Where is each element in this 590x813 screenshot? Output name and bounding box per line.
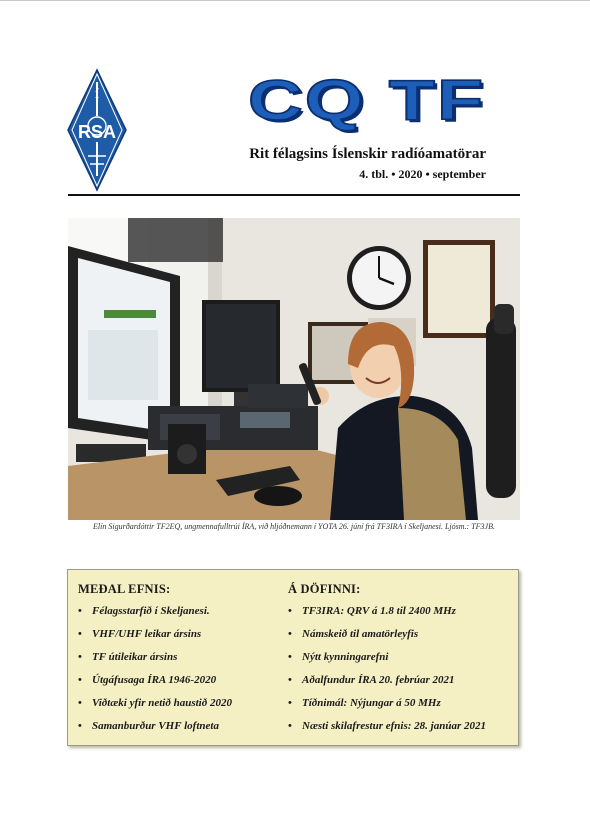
issue-number: 4. tbl. (359, 167, 389, 181)
cover-photo (68, 218, 520, 520)
contents-right-list (288, 605, 518, 743)
list-item: • Tíðnimál: Nýjungar á 50 MHz (288, 697, 441, 709)
list-item: • Samanburður VHF loftneta (78, 720, 219, 732)
photo-caption: Elín Sigurðardóttir TF2EQ, ungmennafulltrúi ÍRA, við hljóðnemann í YOTA 26. júní frá TF3IRA í Skeljanesi. Ljósm.: TF3JB. (93, 522, 495, 531)
bullet-icon: • (78, 720, 82, 732)
bullet-icon: • (78, 651, 82, 663)
bullet-icon: • (288, 651, 292, 663)
bullet-icon: • (288, 720, 292, 732)
list-item: • Aðalfundur ÍRA 20. febrúar 2021 (288, 674, 455, 686)
bullet-icon: • (78, 605, 82, 617)
bullet-icon: • (288, 605, 292, 617)
bullet-icon: • (78, 674, 82, 686)
list-item: • Námskeið til amatörleyfis (288, 628, 419, 640)
svg-text:í: í (95, 87, 99, 102)
contents-right-column (288, 582, 518, 743)
contents-left-heading: MEÐAL EFNIS: (78, 582, 171, 596)
bullet-icon: • (288, 697, 292, 709)
contents-right-heading: Á DÖFINNI: (288, 582, 361, 596)
issue-year: 2020 (398, 167, 423, 181)
list-item: • VHF/UHF leikar ársins (78, 628, 202, 640)
bullet-separator: • (391, 167, 396, 181)
contents-left-column (78, 582, 278, 743)
ira-logo (66, 68, 128, 192)
bullet-icon: • (288, 674, 292, 686)
bullet-icon: • (288, 628, 292, 640)
masthead-logo (248, 66, 490, 136)
list-item: • Útgáfusaga ÍRA 1946-2020 (78, 674, 217, 686)
issue-month: september (432, 167, 486, 181)
contents-left-list (78, 605, 278, 743)
list-item: • TF3IRA: QRV á 1.8 til 2400 MHz (288, 605, 456, 617)
contents-box (67, 569, 519, 746)
masthead-title: CQ TF (248, 69, 486, 133)
header-rule (68, 194, 520, 196)
issue-line (359, 167, 486, 182)
list-item: • Viðtæki yfir netið haustið 2020 (78, 697, 232, 709)
top-border (0, 0, 590, 1)
bullet-icon: • (78, 697, 82, 709)
bullet-separator: • (425, 167, 430, 181)
bullet-icon: • (78, 628, 82, 640)
list-item: • Næsti skilafrestur efnis: 28. janúar 2021 (288, 720, 486, 732)
logo-lettering: RSA (77, 122, 117, 142)
publication-subtitle: Rit félagsins Íslenskir radíóamatörar (249, 146, 486, 162)
list-item: • TF útileikar ársins (78, 651, 178, 663)
list-item: • Félagsstarfið í Skeljanesi. (78, 605, 210, 617)
list-item: • Nýtt kynningarefni (288, 651, 389, 663)
